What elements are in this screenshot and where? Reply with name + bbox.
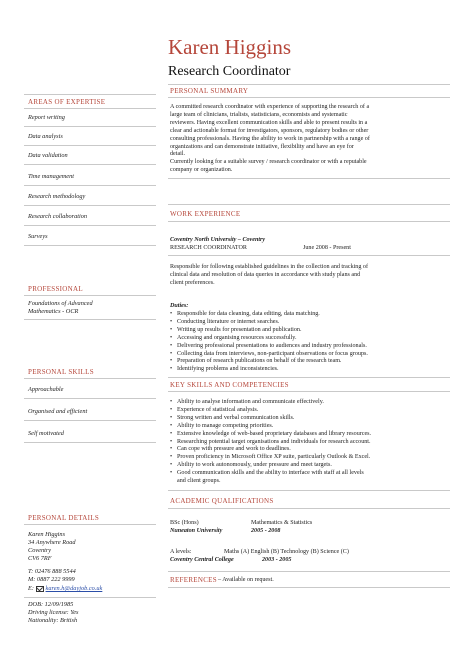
job-description xyxy=(170,264,455,288)
divider xyxy=(24,126,156,127)
references-heading: REFERENCES xyxy=(170,576,217,584)
job-title: RESEARCH COORDINATOR xyxy=(170,245,247,251)
skill-item: • Ability to analyse information and communicate effectively. xyxy=(170,399,324,405)
divider xyxy=(24,185,156,186)
divider xyxy=(24,524,156,525)
divider xyxy=(24,205,156,206)
summary-line: Currently looking for a suitable survey / research coordinator or with a reputable xyxy=(170,159,367,166)
summary-line: A committed research coordinator with experience of supporting the research of a xyxy=(170,104,370,110)
divider xyxy=(24,164,156,165)
divider xyxy=(168,391,450,392)
detail-dob: DOB: 12/09/1985 xyxy=(28,601,74,608)
divider xyxy=(24,108,156,109)
university: Nuneaton University xyxy=(170,528,223,534)
divider xyxy=(168,84,450,85)
skill-item: • Ability to manage competing priorities. xyxy=(170,422,274,429)
expertise-item: Data analysis xyxy=(28,133,63,140)
detail-address-line: 34 Anywhere Road xyxy=(28,539,76,546)
divider xyxy=(24,378,156,379)
divider xyxy=(24,442,156,443)
job-dates: June 2008 - Present xyxy=(303,245,351,251)
divider xyxy=(168,377,450,378)
summary-line: organizations and can demonstrate initiative, flexibility and have an eye for xyxy=(170,143,354,150)
skill-item: • Strong written and verbal communication skills. xyxy=(170,414,295,421)
expertise-item: Time management xyxy=(28,173,74,180)
skill-item-continuation: and client groups. xyxy=(177,478,221,485)
duty-item: • Preparation of research publications on behalf of the research team. xyxy=(170,358,342,365)
key-skills-heading: KEY SKILLS AND COMPETENCIES xyxy=(170,381,289,389)
employer: Coventry North University – Coventry xyxy=(170,237,266,243)
alevels-subjects: Maths (A) English (B) Technology (B) Science (C) xyxy=(224,549,349,555)
duty-item: • Conducting literature or internet searches. xyxy=(170,318,280,325)
duties-label: Duties: xyxy=(170,303,189,309)
personal-skill-item: Self motivated xyxy=(28,430,64,437)
summary-line: large team of clinicians, trialists, statisticians, economists and systematic xyxy=(170,111,348,118)
detail-nationality: Nationality: British xyxy=(28,617,78,624)
personal-skill-item: Approachable xyxy=(28,386,64,393)
duty-item: • Accessing and organising resources successfully. xyxy=(170,334,297,341)
detail-telephone: T: 02476 888 5544 xyxy=(28,568,76,575)
expertise-item: Data validation xyxy=(28,152,68,159)
divider xyxy=(168,571,450,572)
divider xyxy=(24,94,156,95)
divider xyxy=(24,597,156,598)
personal-details-heading: PERSONAL DETAILS xyxy=(28,514,100,522)
divider xyxy=(24,245,156,246)
detail-mobile: M: 0887 222 9999 xyxy=(28,576,75,583)
divider xyxy=(168,221,450,222)
professional-line: Mathematics - OCR xyxy=(28,308,79,315)
detail-postcode: CV6 7RF xyxy=(28,555,52,562)
college: Coventry Central College xyxy=(170,557,234,563)
envelope-icon xyxy=(36,586,44,592)
summary-line: consulting professionals. Having the ability to work in partnership with a range of xyxy=(170,135,370,142)
divider xyxy=(24,420,156,421)
personal-summary-text xyxy=(170,104,455,175)
email-prefix: E: xyxy=(28,585,34,592)
expertise-item: Report writing xyxy=(28,114,65,121)
expertise-item: Research methodology xyxy=(28,193,86,200)
divider xyxy=(168,178,450,179)
divider xyxy=(168,587,450,588)
professional-line: Foundations of Advanced xyxy=(28,300,93,307)
professional-heading: PROFESSIONAL xyxy=(28,285,83,293)
divider xyxy=(24,398,156,399)
skill-item: • Good communication skills and the ability to interface with staff at all levels xyxy=(170,470,364,477)
divider xyxy=(168,508,450,509)
detail-address-line: Coventry xyxy=(28,547,52,554)
skill-item: • Experience of statistical analysis. xyxy=(170,406,259,413)
candidate-role: Research Coordinator xyxy=(168,64,291,79)
expertise-item: Research collaboration xyxy=(28,213,88,220)
duty-item: • Responsible for data cleaning, data editing, data matching. xyxy=(170,311,320,317)
personal-skills-heading: PERSONAL SKILLS xyxy=(28,368,94,376)
candidate-name: Karen Higgins xyxy=(168,35,292,59)
divider xyxy=(168,97,450,98)
duty-item: • Writing up results for presentation and publication. xyxy=(170,326,302,333)
detail-name: Karen Higgins xyxy=(28,531,66,538)
divider xyxy=(168,490,450,491)
skills-list xyxy=(170,399,455,486)
academic-qualifications-heading: ACADEMIC QUALIFICATIONS xyxy=(170,497,274,505)
summary-line: reviewers. Having excellent communication skills and able to present results in a xyxy=(170,119,368,126)
degree: BSc (Hons) xyxy=(170,520,199,526)
skill-item: • Proven proficiency in Microsoft Office XP suite, particularly Outlook & Excel. xyxy=(170,454,371,461)
detail-email-row xyxy=(28,585,102,593)
email-link[interactable]: karen.h@dayjob.co.uk xyxy=(45,585,103,592)
skill-item: • Can cope with pressure and work to deadlines. xyxy=(170,446,291,453)
divider xyxy=(168,204,450,205)
work-experience-heading: WORK EXPERIENCE xyxy=(170,210,241,218)
divider xyxy=(24,145,156,146)
university-years: 2005 - 2008 xyxy=(251,528,281,534)
detail-driving-license: Driving license: Yes xyxy=(28,609,79,616)
divider xyxy=(24,295,156,296)
degree-subject: Mathematics & Statistics xyxy=(251,520,313,526)
college-years: 2003 - 2005 xyxy=(262,557,292,563)
personal-summary-heading: PERSONAL SUMMARY xyxy=(170,87,249,95)
duties-list xyxy=(170,311,455,374)
alevels-label: A levels: xyxy=(170,549,192,555)
summary-line: company or organization. xyxy=(170,167,233,174)
duty-item: • Identifying problems and inconsistencies. xyxy=(170,366,279,373)
skill-item: • Researching potential target organisations and individuals for research account. xyxy=(170,438,371,445)
expertise-item: Surveys xyxy=(28,233,48,240)
duty-item: • Delivering professional presentations to audiences and industry professionals. xyxy=(170,342,367,349)
personal-skill-item: Organised and efficient xyxy=(28,408,88,415)
areas-of-expertise-heading: AREAS OF EXPERTISE xyxy=(28,98,106,106)
skill-item: • Extensive knowledge of web-based proprietary databases and library resources. xyxy=(170,430,372,437)
skill-item: • Ability to work autonomously, under pressure and meet targets. xyxy=(170,462,332,469)
divider xyxy=(24,225,156,226)
divider xyxy=(168,255,450,256)
summary-line: detail. xyxy=(170,151,186,158)
summary-line: clear and actionable format for investigators, sponsors, regulatory bodies or other xyxy=(170,127,369,134)
job-description-line: clinical data and resolution of data queries in accordance with study plans and xyxy=(170,271,361,278)
job-description-line: Responsible for following established guidelines in the collection and tracking of xyxy=(170,264,369,270)
divider xyxy=(24,319,156,320)
references-text: – Available on request. xyxy=(218,577,274,583)
duty-item: • Collecting data from interviews, non-participant observations or focus groups. xyxy=(170,350,368,357)
job-description-line: client preferences. xyxy=(170,279,215,286)
